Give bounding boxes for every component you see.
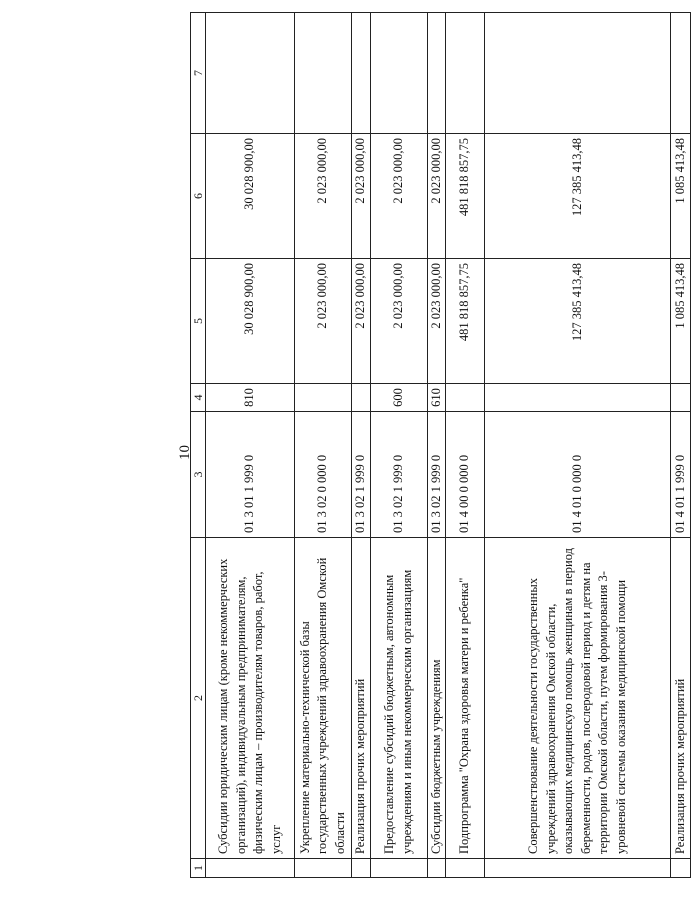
empty-cell: [295, 13, 352, 134]
table-row: [295, 13, 352, 878]
amount-cell: 481 818 857,75: [446, 134, 485, 259]
row-index-cell: [485, 859, 671, 878]
empty-cell: [446, 13, 485, 134]
amount-cell: 2 023 000,00: [352, 259, 371, 384]
expense-name-cell: Совершенствование деятельности государственных учреждений здравоохранения Омской области, оказывающих медицинскую помощь женщинам в период беременности, родов, послеродовой период и детям на территории Омской области, путем формирования 3-уровневой системы оказания медицинской помощи: [485, 538, 671, 859]
empty-cell: [370, 13, 427, 134]
expense-name-cell: Субсидии бюджетным учреждениям: [427, 538, 446, 859]
expense-name-cell: Реализация прочих мероприятий: [671, 538, 691, 859]
row-index-cell: [206, 859, 295, 878]
row-index-cell: [427, 859, 446, 878]
table-row: [352, 13, 371, 878]
table-row: [485, 13, 671, 878]
classification-code-cell: 01 4 01 0 000 0: [485, 412, 671, 538]
classification-code-cell: 01 4 01 1 999 0: [671, 412, 691, 538]
classification-code-cell: 01 3 02 0 000 0: [295, 412, 352, 538]
page-number: 10: [177, 445, 193, 460]
amount-cell: 30 028 900,00: [206, 134, 295, 259]
classification-code-cell: 01 3 02 1 999 0: [352, 412, 371, 538]
empty-cell: [671, 13, 691, 134]
row-index-cell: [352, 859, 371, 878]
expense-name-cell: Субсидии юридическим лицам (кроме некоммерческих организаций), индивидуальным предпринимателям, физическим лицам – производителям товаров, работ, услуг: [206, 538, 295, 859]
empty-cell: [485, 13, 671, 134]
row-index-cell: [446, 859, 485, 878]
classification-code-cell: 01 3 02 1 999 0: [370, 412, 427, 538]
expense-name-cell: Предоставление субсидий бюджетным, автономным учреждениям и иным некоммерческим организациям: [370, 538, 427, 859]
empty-cell: [352, 13, 371, 134]
column-number-row: [191, 13, 206, 878]
expense-name-cell: Реализация прочих мероприятий: [352, 538, 371, 859]
column-header: 4: [191, 384, 206, 412]
row-index-cell: [671, 859, 691, 878]
amount-cell: 2 023 000,00: [370, 134, 427, 259]
expense-type-cell: 810: [206, 384, 295, 412]
expense-type-cell: [671, 384, 691, 412]
classification-code-cell: 01 3 01 1 999 0: [206, 412, 295, 538]
table-row: [446, 13, 485, 878]
amount-cell: 2 023 000,00: [295, 134, 352, 259]
column-header: 5: [191, 259, 206, 384]
amount-cell: 1 085 413,48: [671, 134, 691, 259]
amount-cell: 2 023 000,00: [370, 259, 427, 384]
table-row: [427, 13, 446, 878]
amount-cell: 2 023 000,00: [427, 134, 446, 259]
amount-cell: 1 085 413,48: [671, 259, 691, 384]
column-header: 6: [191, 134, 206, 259]
expense-type-cell: [295, 384, 352, 412]
column-header: 7: [191, 13, 206, 134]
amount-cell: 30 028 900,00: [206, 259, 295, 384]
expense-name-cell: Подпрограмма "Охрана здоровья матери и ребенка": [446, 538, 485, 859]
amount-cell: 2 023 000,00: [295, 259, 352, 384]
column-header: 3: [191, 412, 206, 538]
classification-code-cell: 01 4 00 0 000 0: [446, 412, 485, 538]
amount-cell: 127 385 413,48: [485, 259, 671, 384]
column-header: 2: [191, 538, 206, 859]
expense-type-cell: 610: [427, 384, 446, 412]
column-header: 1: [191, 859, 206, 878]
table-row: [370, 13, 427, 878]
empty-cell: [427, 13, 446, 134]
amount-cell: 2 023 000,00: [427, 259, 446, 384]
expense-type-cell: [446, 384, 485, 412]
row-index-cell: [370, 859, 427, 878]
row-index-cell: [295, 859, 352, 878]
table-row: [206, 13, 295, 878]
expense-type-cell: [485, 384, 671, 412]
amount-cell: 481 818 857,75: [446, 259, 485, 384]
amount-cell: 2 023 000,00: [352, 134, 371, 259]
table-row: [671, 13, 691, 878]
expense-type-cell: 600: [370, 384, 427, 412]
empty-cell: [206, 13, 295, 134]
expense-name-cell: Укрепление материально-технической базы государственных учреждений здравоохранения Омской области: [295, 538, 352, 859]
expense-type-cell: [352, 384, 371, 412]
budget-table: [190, 12, 691, 878]
amount-cell: 127 385 413,48: [485, 134, 671, 259]
classification-code-cell: 01 3 02 1 999 0: [427, 412, 446, 538]
